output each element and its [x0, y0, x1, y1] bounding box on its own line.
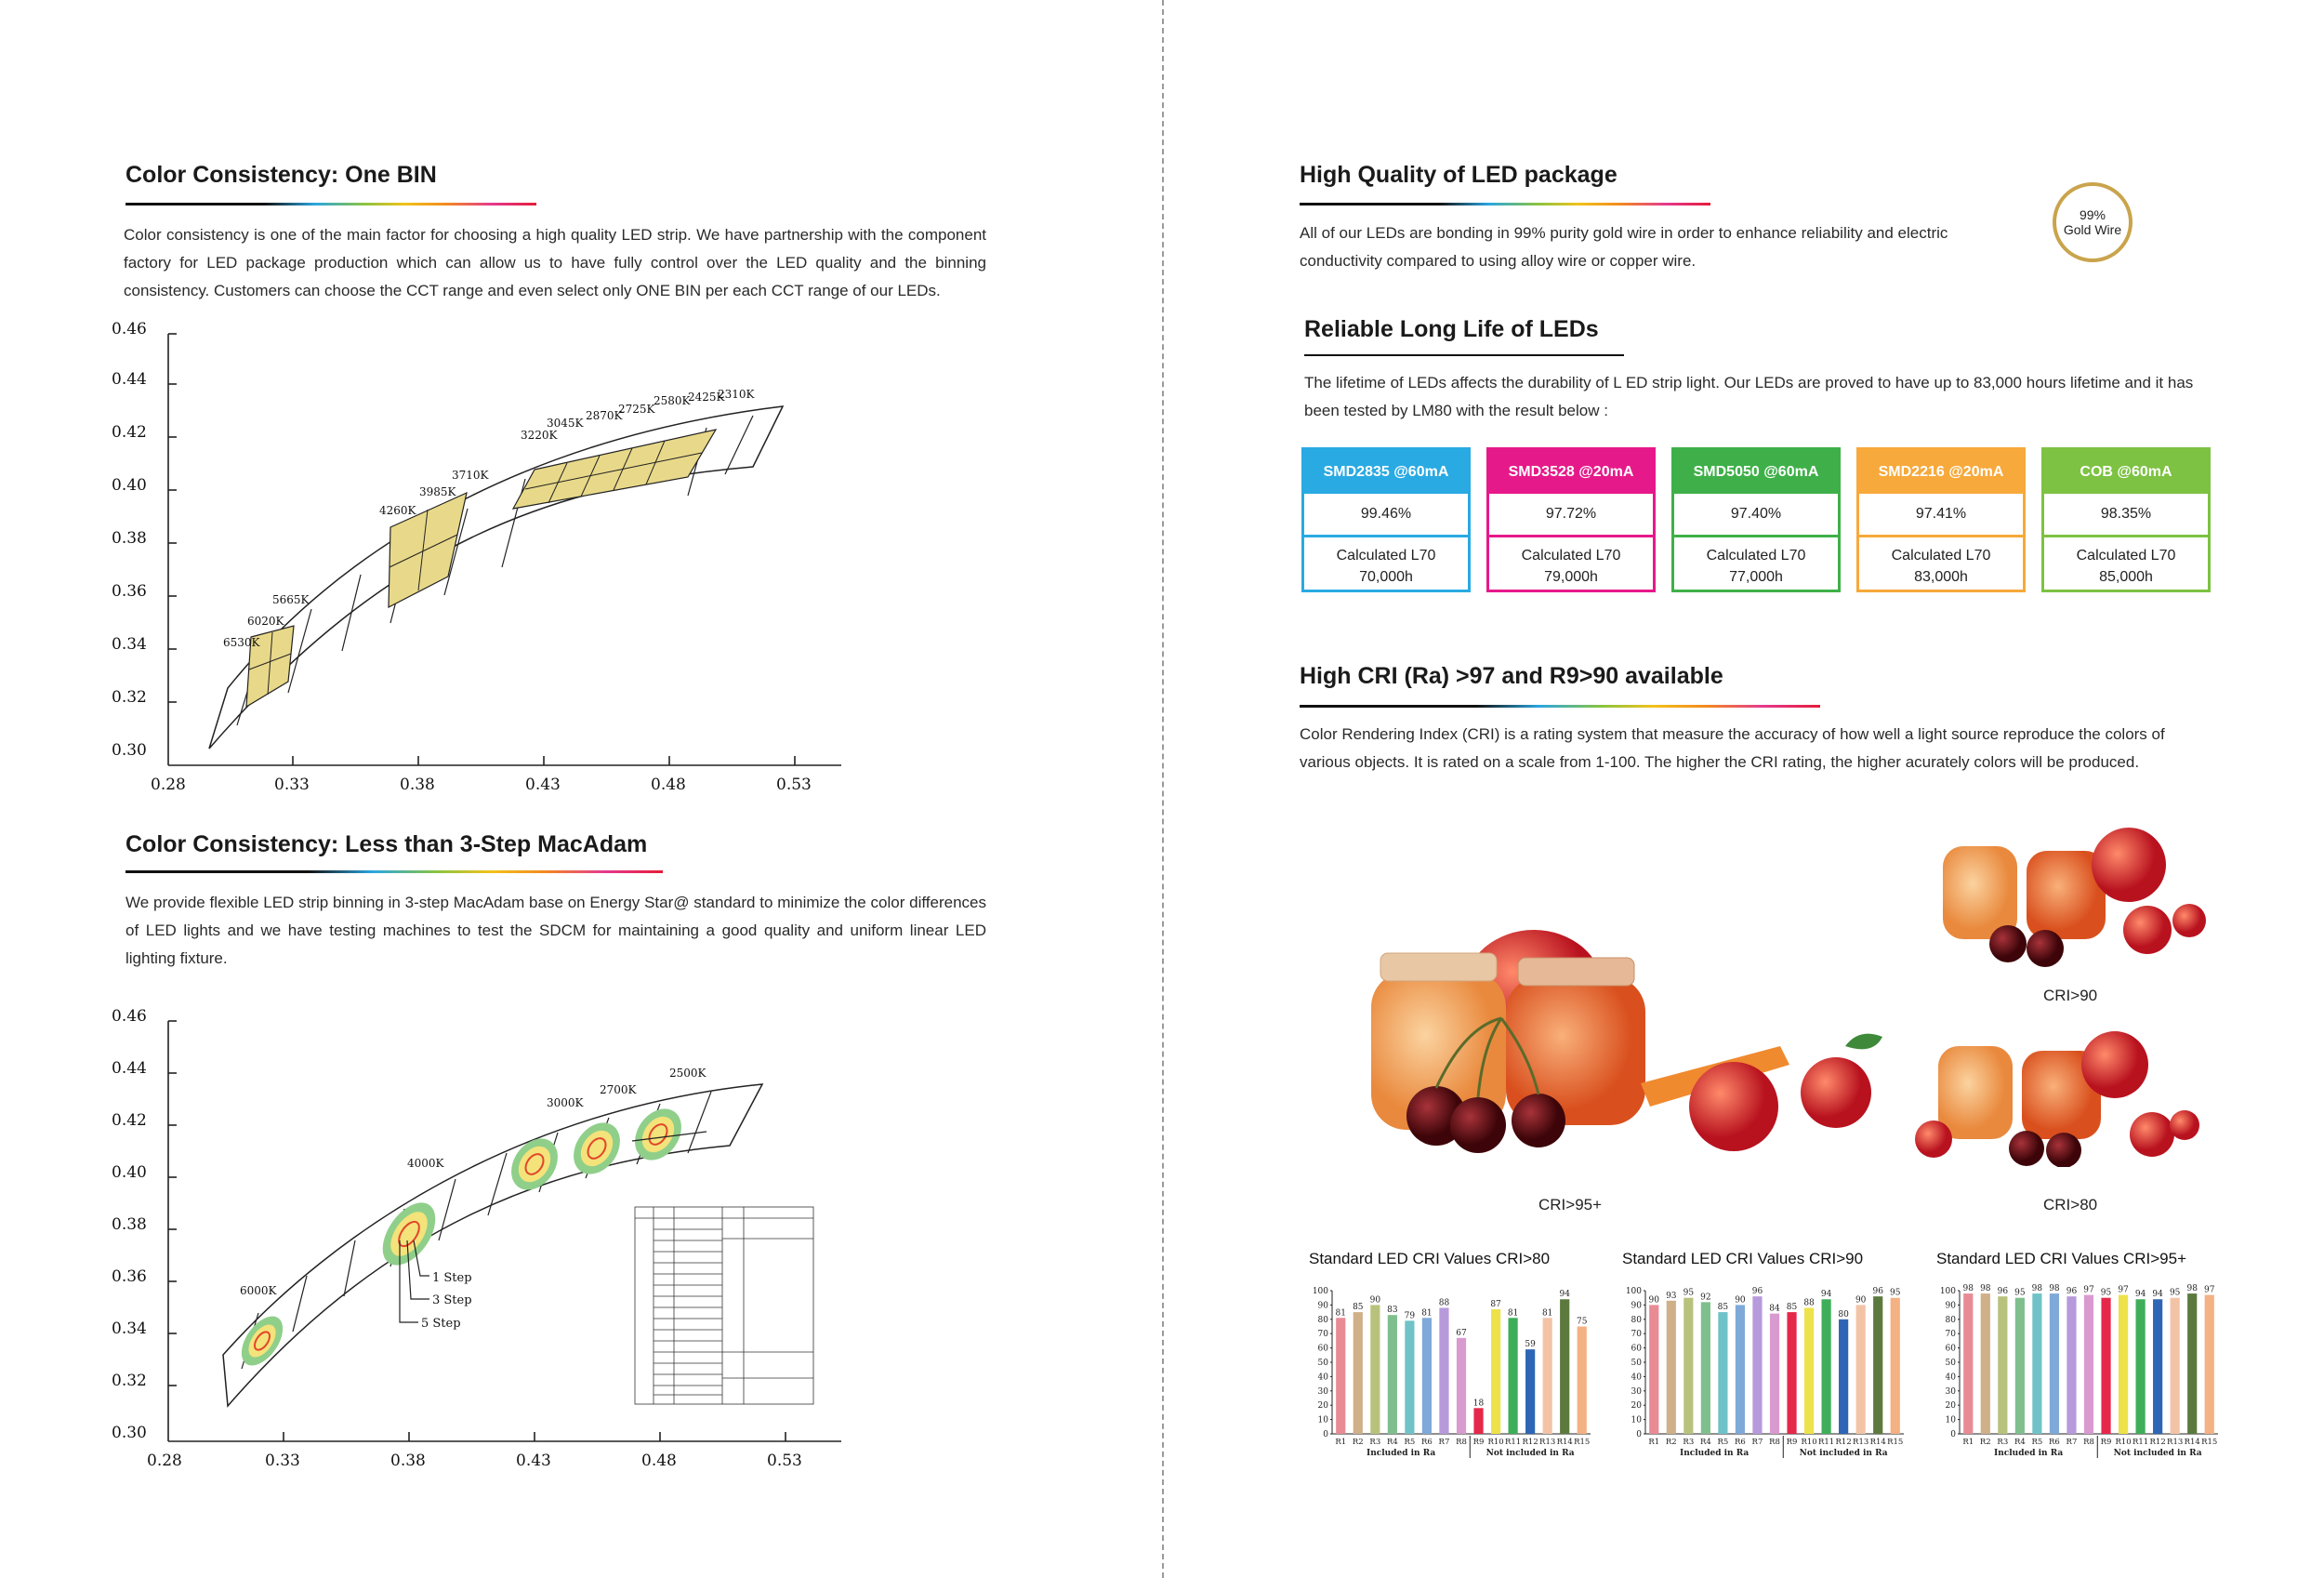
- cri-bar-value: 75: [1577, 1317, 1588, 1327]
- cct-label: 2870K: [586, 409, 623, 422]
- title-underline: [1304, 354, 1624, 356]
- x-tick: 0.38: [400, 776, 435, 794]
- group-label-not-included: Not included in Ra: [1486, 1449, 1575, 1458]
- cri-bar-chart: [1306, 1276, 1594, 1462]
- card-lifetime: [2044, 537, 2208, 588]
- y-tick-label: 100: [1625, 1287, 1642, 1296]
- cri-bar: [2171, 1298, 2180, 1434]
- page-divider: [1162, 0, 1164, 1578]
- x-tick-label: R11: [1817, 1438, 1835, 1447]
- x-tick-label: R9: [1786, 1438, 1798, 1447]
- cct-label: 2500K: [669, 1067, 706, 1080]
- x-tick-label: R4: [1386, 1438, 1398, 1447]
- cri-bar-value: 97: [2118, 1285, 2129, 1295]
- cct-label: 5665K: [272, 593, 310, 606]
- x-tick-label: R11: [2132, 1438, 2149, 1447]
- cri-bar-value: 85: [1717, 1303, 1729, 1313]
- x-tick-label: R2: [1352, 1438, 1364, 1447]
- caption-cri90: CRI>90: [2043, 987, 2098, 1004]
- x-tick-label: R4: [1699, 1438, 1711, 1447]
- cri-bar-value: 96: [1997, 1287, 2009, 1297]
- x-tick-label: R5: [1717, 1438, 1729, 1447]
- cri-bar-value: 96: [2066, 1287, 2078, 1297]
- y-tick: 0.46: [112, 320, 147, 338]
- card-value: 97.41%: [1859, 494, 2023, 537]
- y-tick-label: 0: [1950, 1430, 1956, 1439]
- cri-bar: [1473, 1408, 1483, 1434]
- cct-label: 6530K: [223, 636, 260, 649]
- lifetime-card: [1301, 447, 1471, 592]
- x-tick-label: R13: [2167, 1438, 2184, 1447]
- cri-bar-value: 98: [2049, 1284, 2060, 1294]
- card-header: COB @60mA: [2044, 450, 2208, 494]
- y-tick-label: 0: [1636, 1430, 1642, 1439]
- cri-bar-value: 95: [2169, 1288, 2181, 1298]
- cri-bar-value: 97: [2083, 1285, 2094, 1295]
- y-tick-label: 90: [1317, 1301, 1328, 1311]
- step-label: 5 Step: [421, 1317, 461, 1331]
- cri-bar-value: 98: [1980, 1284, 1991, 1294]
- card-header: SMD3528 @20mA: [1489, 450, 1653, 494]
- y-tick: 0.36: [112, 1267, 147, 1286]
- food-photo-top: [1924, 818, 2222, 972]
- macadam-ellipses: [233, 1100, 691, 1373]
- cri-bar: [1804, 1307, 1814, 1434]
- x-tick-label: R7: [1438, 1438, 1450, 1447]
- y-tick: 0.40: [112, 476, 147, 495]
- cri-bar: [1457, 1338, 1466, 1434]
- cri-bar: [1525, 1349, 1535, 1434]
- group-label-included: Included in Ra: [1367, 1449, 1436, 1458]
- y-tick: 0.38: [112, 529, 147, 548]
- cri-bar: [1336, 1318, 1345, 1434]
- card-lifetime-hours: 83,000h: [1914, 569, 1968, 585]
- y-tick-label: 100: [1939, 1287, 1956, 1296]
- cri-bar: [2032, 1293, 2041, 1434]
- cri-bar-value: 94: [1559, 1290, 1570, 1300]
- x-tick-label: R8: [1769, 1438, 1780, 1447]
- cri-bar-value: 90: [1735, 1295, 1746, 1306]
- one-bin-title: Color Consistency: One BIN: [125, 162, 437, 188]
- x-tick-label: R3: [1369, 1438, 1381, 1447]
- x-tick-label: R11: [1504, 1438, 1522, 1447]
- x-tick-label: R2: [1979, 1438, 1991, 1447]
- x-tick: 0.33: [265, 1452, 300, 1470]
- y-tick-label: 10: [1317, 1415, 1328, 1426]
- x-tick-label: R7: [1751, 1438, 1763, 1447]
- x-tick-label: R1: [1962, 1438, 1974, 1447]
- cri-bar-value: 83: [1387, 1306, 1398, 1316]
- y-tick: 0.34: [112, 1319, 147, 1338]
- cct-label: 6000K: [240, 1284, 277, 1297]
- cri-bar: [1560, 1299, 1569, 1434]
- card-lifetime: [1674, 537, 1838, 588]
- lifetime-card: [2041, 447, 2211, 592]
- cct-label: 2580K: [654, 394, 691, 407]
- x-tick-label: R6: [2049, 1438, 2060, 1447]
- title-underline: [125, 870, 663, 873]
- y-tick-label: 80: [1945, 1315, 1956, 1325]
- y-tick-label: 60: [1631, 1344, 1642, 1354]
- cri-bar: [1718, 1312, 1727, 1434]
- cri-bar: [1370, 1305, 1380, 1434]
- group-label-included: Included in Ra: [1994, 1449, 2064, 1458]
- title-underline: [1300, 705, 1820, 708]
- cri-bar-value: 85: [1786, 1303, 1798, 1313]
- cri-bar-value: 81: [1507, 1308, 1519, 1319]
- y-tick-label: 50: [1945, 1359, 1956, 1368]
- cct-label: 2725K: [618, 403, 655, 416]
- cri-bar-value: 18: [1472, 1399, 1485, 1409]
- cri-bar-value: 94: [2134, 1290, 2146, 1300]
- card-lifetime-hours: 79,000h: [1544, 569, 1598, 585]
- cri-bar: [2015, 1298, 2025, 1434]
- x-tick-label: R4: [2014, 1438, 2026, 1447]
- card-lifetime-hours: 85,000h: [2099, 569, 2153, 585]
- y-tick: 0.42: [112, 423, 147, 442]
- y-tick-label: 70: [1945, 1330, 1956, 1340]
- cri-bar: [1839, 1319, 1848, 1434]
- card-lifetime: [1304, 537, 1468, 588]
- x-tick: 0.53: [776, 776, 812, 794]
- cri-bar-value: 98: [2186, 1284, 2198, 1294]
- x-tick-label: R15: [1887, 1438, 1904, 1447]
- card-lifetime-hours: 70,000h: [1359, 569, 1413, 585]
- food-photo-main: [1343, 916, 1901, 1167]
- x-tick-label: R9: [2100, 1438, 2112, 1447]
- card-lifetime-label: Calculated L70: [2076, 548, 2176, 564]
- cct-label: 6020K: [247, 615, 284, 628]
- y-tick: 0.42: [112, 1111, 147, 1130]
- card-value: 97.72%: [1489, 494, 1653, 537]
- cri-bar: [2205, 1295, 2214, 1434]
- x-tick-label: R14: [1869, 1438, 1886, 1447]
- cri-bar: [1422, 1318, 1432, 1434]
- y-tick: 0.44: [112, 1059, 147, 1078]
- cri-bar: [1509, 1318, 1518, 1434]
- card-lifetime: [1489, 537, 1653, 588]
- cri-bar-value: 95: [2100, 1288, 2112, 1298]
- x-tick-label: R8: [2083, 1438, 2094, 1447]
- cri-bar: [1701, 1302, 1710, 1434]
- y-tick-label: 80: [1631, 1315, 1642, 1325]
- cct-label: 3045K: [547, 417, 584, 430]
- x-tick-label: R3: [1683, 1438, 1695, 1447]
- card-lifetime-label: Calculated L70: [1521, 548, 1621, 564]
- card-value: 99.46%: [1304, 494, 1468, 537]
- x-tick: 0.28: [147, 1452, 182, 1470]
- cri-chart-title: Standard LED CRI Values CRI>80: [1309, 1250, 1551, 1267]
- x-tick-label: R12: [1835, 1438, 1852, 1447]
- cri-bar-chart: [1934, 1276, 2222, 1462]
- card-lifetime-label: Calculated L70: [1891, 548, 1991, 564]
- card-lifetime: [1859, 537, 2023, 588]
- cri-bar-value: 92: [1700, 1293, 1711, 1303]
- high-cri-paragraph: Color Rendering Index (CRI) is a rating system that measure the accuracy of how well a light source reproduce the colors of various objects. It is rated on a scale from 1-100. The higher the CRI rating, the higher acuratelу colors will be produced.: [1300, 725, 2165, 771]
- x-tick-label: R6: [1735, 1438, 1746, 1447]
- gold-wire-badge: [2053, 182, 2133, 262]
- cri-bar-value: 96: [1872, 1287, 1883, 1297]
- x-tick: 0.38: [390, 1452, 426, 1470]
- y-tick: 0.36: [112, 582, 147, 601]
- y-tick-label: 20: [1317, 1401, 1328, 1412]
- y-tick-label: 60: [1317, 1344, 1328, 1354]
- cri-bar: [1491, 1309, 1500, 1434]
- cri-bar: [2067, 1296, 2076, 1434]
- x-tick-label: R15: [1574, 1438, 1591, 1447]
- group-label-included: Included in Ra: [1680, 1449, 1750, 1458]
- x-tick-label: R7: [2066, 1438, 2078, 1447]
- cie-bin-chart: [112, 312, 855, 804]
- cri-bar-value: 87: [1490, 1300, 1501, 1310]
- card-value: 97.40%: [1674, 494, 1838, 537]
- x-tick-label: R5: [1404, 1438, 1416, 1447]
- y-tick-label: 100: [1312, 1287, 1328, 1296]
- card-lifetime-label: Calculated L70: [1706, 548, 1806, 564]
- long-life-paragraph: The lifetime of LEDs affects the durability of L ED strip light. Our LEDs are proved to have up to 83,000 hours lifetime and it has been tested by LM80 with the result below :: [1304, 374, 2194, 419]
- cri-bar-value: 85: [1353, 1303, 1364, 1313]
- x-tick-label: R8: [1456, 1438, 1467, 1447]
- cri-bar-chart: [1619, 1276, 1908, 1462]
- group-label-not-included: Not included in Ra: [2113, 1449, 2202, 1458]
- cri-bar: [1578, 1327, 1587, 1435]
- cri-bar-value: 67: [1456, 1328, 1467, 1338]
- cri-bar-value: 84: [1769, 1304, 1780, 1314]
- x-tick-label: R3: [1997, 1438, 2009, 1447]
- cri-bar: [1822, 1299, 1831, 1434]
- y-tick-label: 20: [1631, 1401, 1642, 1412]
- x-tick-label: R14: [1556, 1438, 1573, 1447]
- y-tick-label: 40: [1945, 1372, 1956, 1383]
- cct-label: 3985K: [419, 485, 456, 498]
- y-tick-label: 30: [1631, 1386, 1642, 1397]
- high-cri-title: High CRI (Ra) >97 and R9>90 available: [1300, 663, 1723, 689]
- y-tick-label: 50: [1631, 1359, 1642, 1368]
- x-tick-label: R12: [1522, 1438, 1538, 1447]
- cri-bar-value: 59: [1525, 1340, 1536, 1350]
- x-tick: 0.33: [274, 776, 310, 794]
- lifetime-card: [1486, 447, 1656, 592]
- cct-label: 4000K: [407, 1157, 444, 1170]
- cri-bar-value: 96: [1751, 1287, 1763, 1297]
- cri-bar: [2153, 1299, 2162, 1434]
- cri-bar-value: 90: [1648, 1295, 1659, 1306]
- y-tick: 0.32: [112, 1372, 147, 1390]
- card-lifetime-label: Calculated L70: [1336, 548, 1436, 564]
- cri-bar-value: 98: [2031, 1284, 2043, 1294]
- y-tick: 0.44: [112, 370, 147, 389]
- long-life-title: Reliable Long Life of LEDs: [1304, 316, 1599, 342]
- group-label-not-included: Not included in Ra: [1799, 1449, 1888, 1458]
- cri-bar-value: 95: [1890, 1288, 1901, 1298]
- cri-bar-value: 81: [1541, 1308, 1553, 1319]
- cri-chart-title: Standard LED CRI Values CRI>90: [1622, 1250, 1864, 1267]
- cri-bar-value: 88: [1803, 1298, 1815, 1308]
- x-tick-label: R1: [1648, 1438, 1660, 1447]
- lifetime-card: [1671, 447, 1841, 592]
- cri-bar-value: 95: [1683, 1288, 1695, 1298]
- x-tick: 0.43: [516, 1452, 551, 1470]
- cri-bar-value: 98: [1962, 1284, 1974, 1294]
- cri-bar-value: 94: [1820, 1290, 1832, 1300]
- macadam-chart: [112, 997, 855, 1476]
- cct-label: 4260K: [379, 504, 416, 517]
- y-tick-label: 30: [1945, 1386, 1956, 1397]
- cri-bar: [2084, 1295, 2093, 1434]
- cri-bar-value: 97: [2204, 1285, 2215, 1295]
- cct-label: 3710K: [452, 469, 489, 482]
- cri-bar: [1736, 1305, 1745, 1434]
- caption-cri95: CRI>95+: [1538, 1196, 1603, 1213]
- y-tick-label: 10: [1631, 1415, 1642, 1426]
- y-tick-label: 90: [1945, 1301, 1956, 1311]
- y-tick-label: 70: [1317, 1330, 1328, 1340]
- cri-bar: [1353, 1312, 1363, 1434]
- cri-bar: [2119, 1295, 2128, 1434]
- y-tick-label: 20: [1945, 1401, 1956, 1412]
- x-tick-label: R14: [2184, 1438, 2200, 1447]
- y-tick: 0.40: [112, 1163, 147, 1182]
- x-tick-label: R5: [2031, 1438, 2043, 1447]
- cri-bar-value: 94: [2152, 1290, 2163, 1300]
- y-tick-label: 90: [1631, 1301, 1642, 1311]
- x-tick-label: R13: [1853, 1438, 1869, 1447]
- x-tick-label: R2: [1665, 1438, 1677, 1447]
- y-tick: 0.34: [112, 635, 147, 654]
- x-tick-label: R1: [1335, 1438, 1347, 1447]
- cri-bar: [1388, 1315, 1397, 1434]
- y-tick: 0.30: [112, 741, 147, 760]
- y-tick-label: 60: [1945, 1344, 1956, 1354]
- y-tick: 0.46: [112, 1007, 147, 1026]
- y-tick-label: 80: [1317, 1315, 1328, 1325]
- cri-bar: [1770, 1314, 1779, 1434]
- title-underline: [1300, 203, 1710, 206]
- card-lifetime-hours: 77,000h: [1729, 569, 1783, 585]
- card-header: SMD2835 @60mA: [1304, 450, 1468, 494]
- cri-bar: [1684, 1298, 1693, 1434]
- cri-bar: [1649, 1305, 1658, 1434]
- x-tick: 0.43: [525, 776, 561, 794]
- cri-bar: [1543, 1318, 1552, 1434]
- cri-bar-value: 93: [1666, 1291, 1677, 1301]
- y-tick-label: 40: [1317, 1372, 1328, 1383]
- x-tick-label: R9: [1472, 1438, 1485, 1447]
- step-label: 1 Step: [432, 1271, 472, 1285]
- cri-bar: [1752, 1296, 1762, 1434]
- bin-table: [635, 1207, 813, 1404]
- cri-bar: [1873, 1296, 1882, 1434]
- y-tick: 0.30: [112, 1424, 147, 1442]
- cri-bar: [1981, 1293, 1990, 1434]
- x-tick-label: R10: [1487, 1438, 1504, 1447]
- cct-label: 3000K: [547, 1096, 584, 1109]
- y-tick-label: 30: [1317, 1386, 1328, 1397]
- macadam-title: Color Consistency: Less than 3-Step MacAdam: [125, 831, 648, 857]
- card-header: SMD2216 @20mA: [1859, 450, 2023, 494]
- cri-bar: [1667, 1301, 1676, 1434]
- cri-bar-value: 90: [1855, 1295, 1867, 1306]
- x-tick-label: R12: [2149, 1438, 2166, 1447]
- cri-bar-value: 79: [1404, 1311, 1416, 1321]
- title-underline: [125, 203, 536, 206]
- x-tick-label: R6: [1421, 1438, 1433, 1447]
- cri-bar: [2136, 1299, 2146, 1434]
- cri-bar-value: 95: [2014, 1288, 2026, 1298]
- x-tick-label: R10: [2115, 1438, 2132, 1447]
- card-header: SMD5050 @60mA: [1674, 450, 1838, 494]
- cri-bar-value: 88: [1438, 1298, 1450, 1308]
- one-bin-paragraph: Color consistency is one of the main factor for choosing a high quality LED strip. We have partnership with the component factory for LED package production which can allow us to have fully control over the LED quality and the binning consistency. Customers can choose the CCT range and even select only ONE BIN per each CCT range of our LEDs.: [124, 226, 986, 299]
- cct-label: 3220K: [521, 429, 558, 442]
- y-tick-label: 10: [1945, 1415, 1956, 1426]
- badge-label: Gold Wire: [2063, 222, 2122, 237]
- x-tick-label: R15: [2201, 1438, 2218, 1447]
- x-tick: 0.28: [151, 776, 186, 794]
- cri-bar: [2187, 1293, 2197, 1434]
- x-tick: 0.53: [767, 1452, 802, 1470]
- y-tick-label: 40: [1631, 1372, 1642, 1383]
- led-package-paragraph: All of our LEDs are bonding in 99% purity gold wire in order to enhance reliability and electric conductivity compared to using alloy wire or copper wire.: [1300, 224, 1948, 270]
- cri-bar: [1439, 1307, 1448, 1434]
- cct-label: 2425K: [688, 391, 725, 404]
- cri-bar-value: 90: [1369, 1295, 1381, 1306]
- cri-bar-value: 81: [1335, 1308, 1346, 1319]
- cri-bar: [1405, 1320, 1414, 1434]
- cri-bar: [2050, 1293, 2059, 1434]
- cct-label: 2310K: [718, 388, 755, 401]
- cri-bar: [1787, 1312, 1796, 1434]
- cri-bar: [1856, 1305, 1866, 1434]
- y-tick: 0.32: [112, 688, 147, 707]
- led-package-title: High Quality of LED package: [1300, 162, 1618, 188]
- x-tick: 0.48: [641, 1452, 677, 1470]
- cri-bar-value: 80: [1838, 1309, 1849, 1319]
- lifetime-card: [1856, 447, 2026, 592]
- x-tick-label: R10: [1801, 1438, 1817, 1447]
- macadam-paragraph: We provide flexible LED strip binning in 3-step MacAdam base on Energy Star@ standard to minimize the color differences of LED lights and we have testing machines to test the SDCM for maintaining a good quality and uniform linear LED lighting fixture.: [125, 894, 986, 967]
- cri-chart-title: Standard LED CRI Values CRI>95+: [1936, 1250, 2186, 1267]
- step-label: 3 Step: [432, 1293, 472, 1307]
- cri-bar: [1963, 1293, 1973, 1434]
- food-photo-bottom: [1896, 1028, 2212, 1167]
- x-tick-label: R13: [1539, 1438, 1556, 1447]
- caption-cri80: CRI>80: [2043, 1196, 2098, 1213]
- cri-bar: [1891, 1298, 1900, 1434]
- y-tick: 0.38: [112, 1215, 147, 1234]
- y-tick-label: 70: [1631, 1330, 1642, 1340]
- x-tick: 0.48: [651, 776, 686, 794]
- badge-percent: 99%: [2079, 207, 2106, 222]
- cri-bar: [2101, 1298, 2110, 1434]
- y-tick-label: 0: [1323, 1430, 1328, 1439]
- cct-label: 2700K: [600, 1083, 637, 1096]
- cri-bar: [1998, 1296, 2007, 1434]
- card-value: 98.35%: [2044, 494, 2208, 537]
- y-tick-label: 50: [1317, 1359, 1328, 1368]
- cri-bar-value: 81: [1421, 1308, 1433, 1319]
